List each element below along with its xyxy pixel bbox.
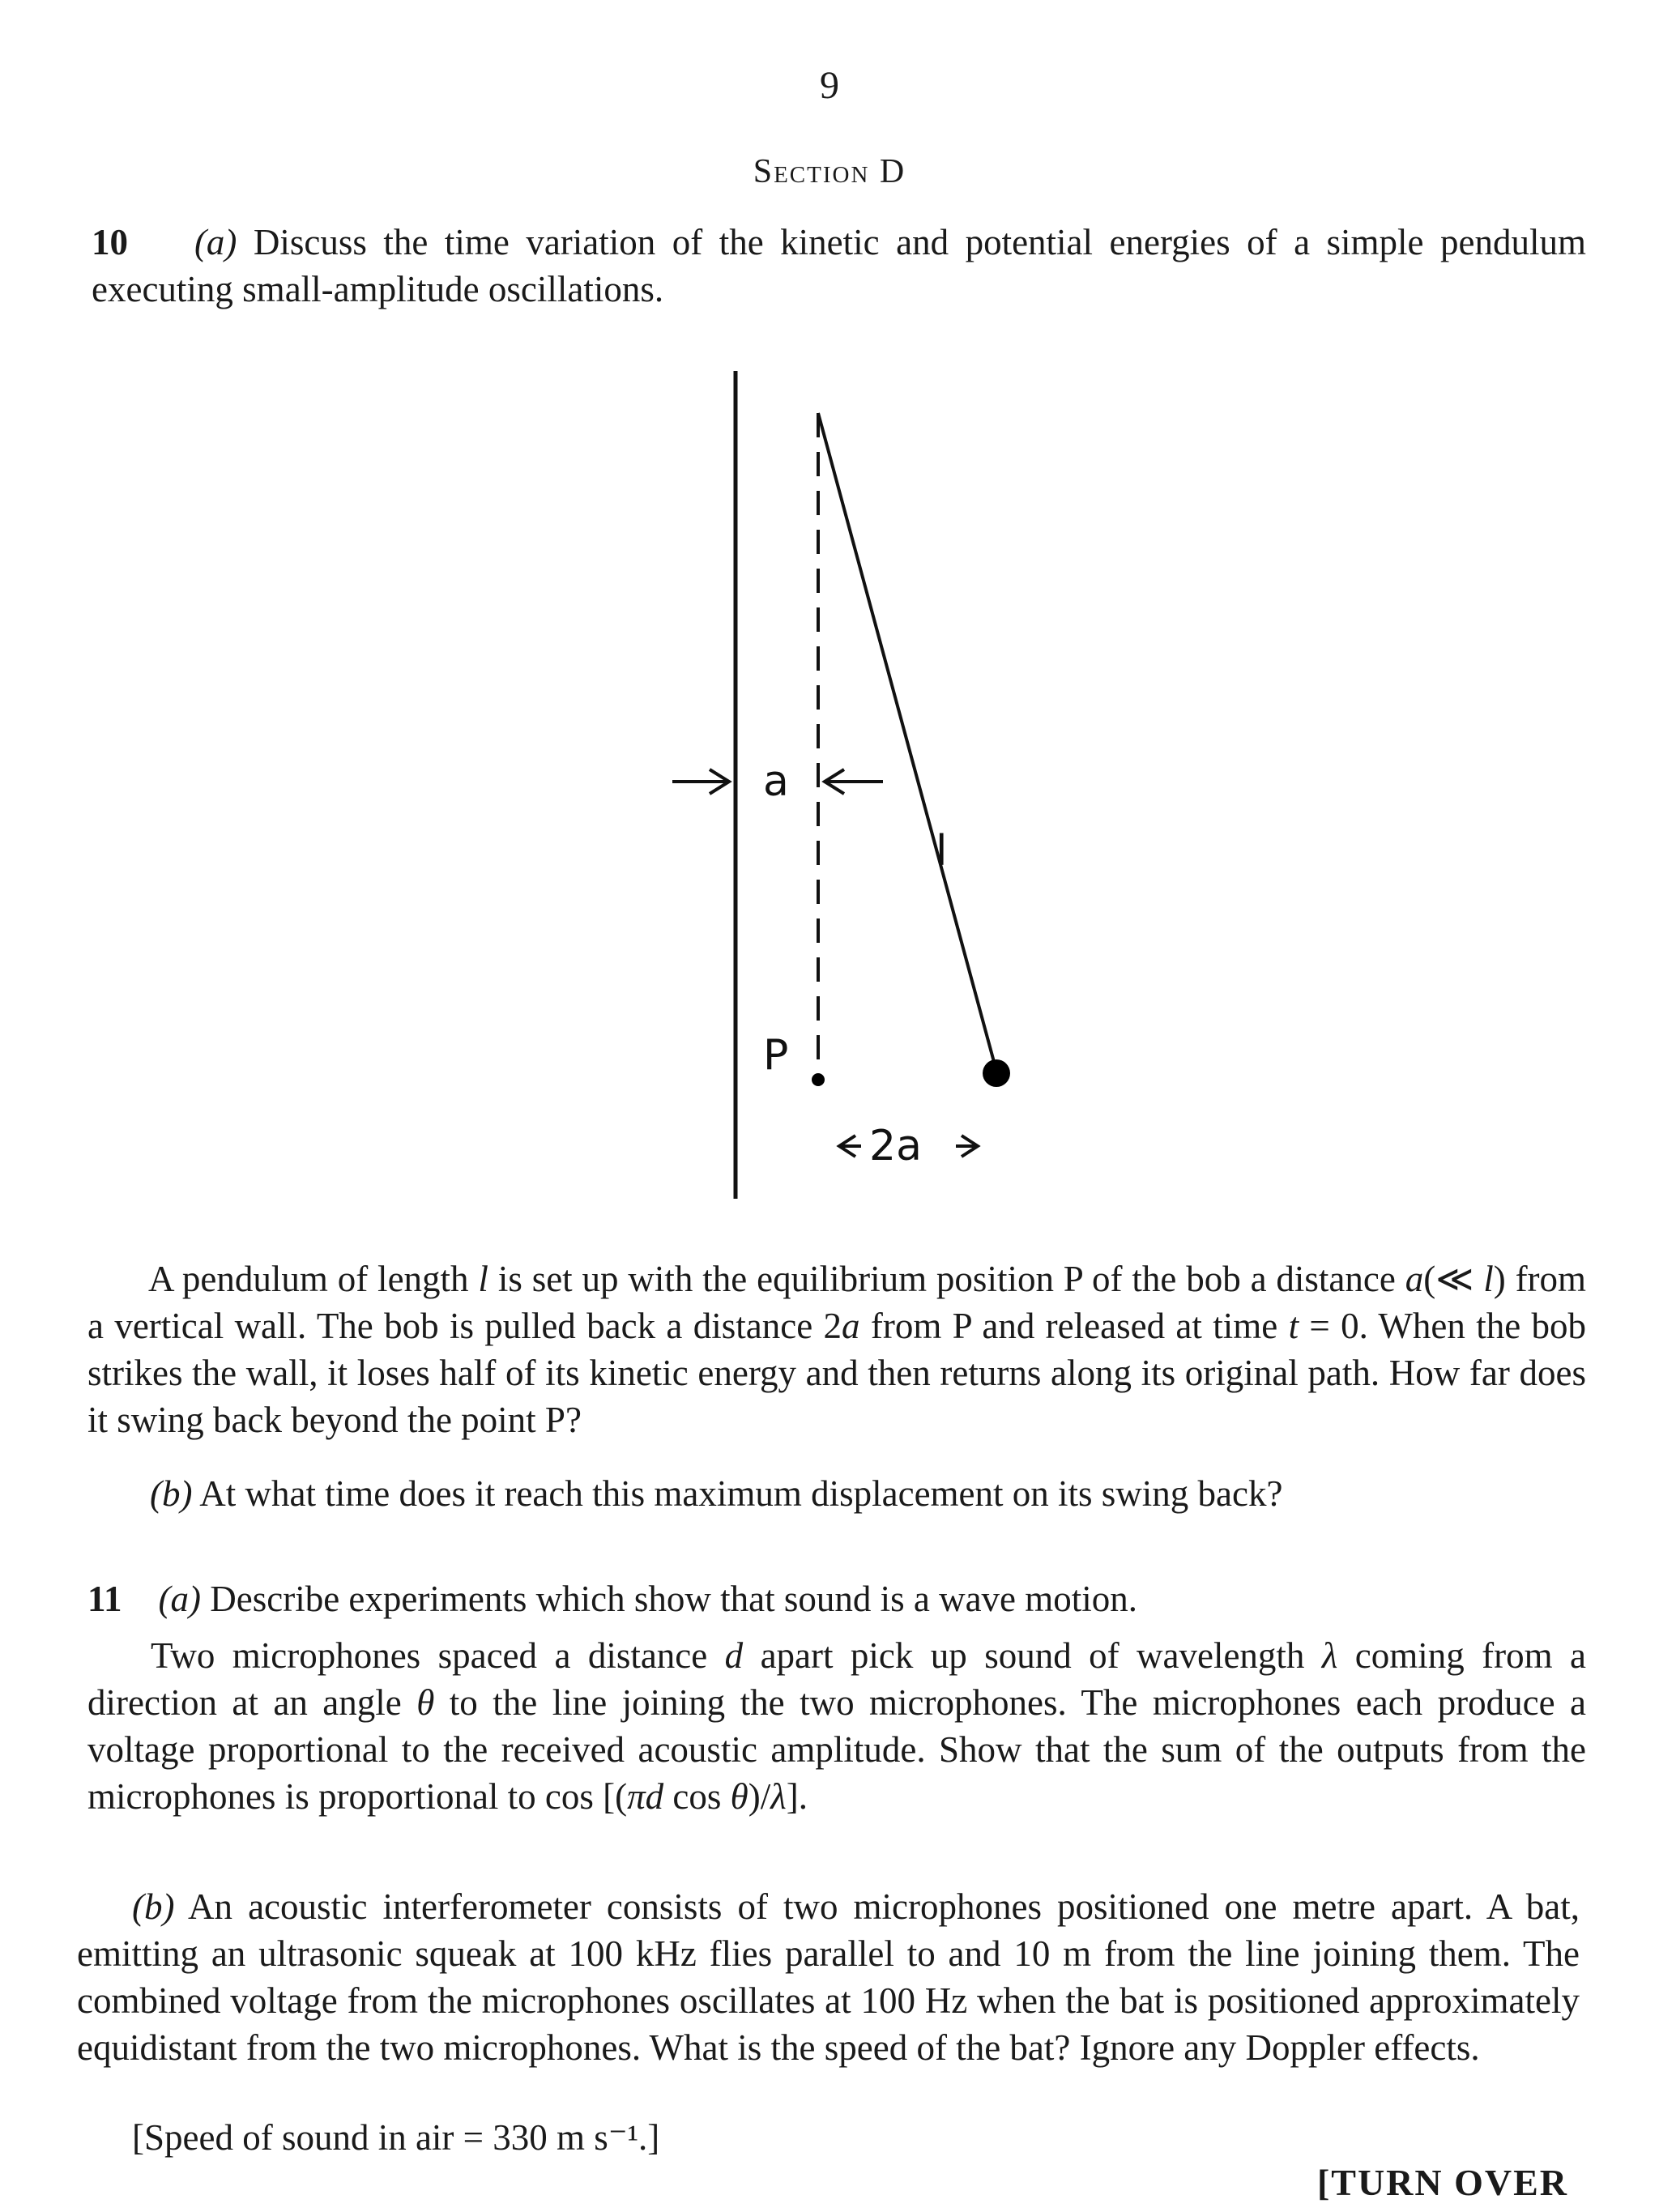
q11-part-b-label: (b) [132,1886,175,1927]
q11-part-b [77,1883,1580,2071]
q11-part-a-text: Describe experiments which show that sound is a wave motion. [210,1579,1138,1619]
q11-part-b-text: An acoustic interferometer consists of two microphones positioned one metre apart. A bat, emitting an ultrasonic squeak at 100 kHz flies parallel to and 10 m from the line joining them. The combined voltage from the microphones oscillates at 100 Hz when the bat is positioned approximately equidistant from the two microphones. What is the speed of the bat? Ignore any Doppler effects. [77,1886,1580,2068]
q10-part-b-text: At what time does it reach this maximum displacement on its swing back? [199,1473,1283,1514]
q11-para-text: Two microphones spaced a distance [151,1635,708,1676]
arrow-left-icon [825,769,883,794]
q11-para-text: to the line joining the two microphones. The microphones each produce a voltage proportional to the received acoustic amplitude. Show that the sum of the outputs from the microphones is proportional to cos [( [87,1682,1587,1817]
var-t: t [1288,1306,1299,1346]
q11-para-text: apart pick up sound of wavelength [760,1635,1305,1676]
q11-number: 11 [87,1579,122,1619]
q11-para-text: )/ [748,1776,771,1817]
q10-part-a-text: Discuss the time variation of the kinetic and potential energies of a simple pendulum executing small-amplitude oscillations. [92,222,1586,309]
equilibrium-point [812,1073,825,1086]
q10-problem-text: (≪ [1423,1259,1474,1299]
q10-part-b [150,1470,1592,1517]
var-d: d [724,1635,744,1676]
turn-over: [TURN OVER [1316,2162,1568,2203]
q11-para-text: coming from a direction at an angle [87,1635,1586,1723]
q10-number: 10 [92,222,128,262]
pendulum-bob [983,1059,1010,1087]
var-l: l [1483,1259,1494,1299]
q10-problem-text: = 0. When the bob strikes the wall, it loses half of its kinetic energy and then returns along its original path. How far does it swing back beyond the point P? [87,1306,1587,1440]
label-p: P [763,1031,789,1080]
q10-problem-text: from P and released at time [870,1306,1278,1346]
var-theta: θ [416,1682,435,1723]
arrow-right-icon [672,769,729,794]
var-l: l [478,1259,488,1299]
var-theta: θ [730,1776,748,1817]
q10-problem-text: is set up with the equilibrium position P of the bob a distance [497,1259,1396,1299]
label-l: l [936,827,948,876]
var-lambda: λ [770,1776,787,1817]
q10-problem-text: A pendulum of length [148,1259,469,1299]
q10-part-a [92,219,1586,313]
q11-para-text: cos [672,1776,722,1817]
q10-problem-text: ) from a vertical wall. The bob is pulled back a distance 2 [87,1259,1587,1346]
page-number: 9 [820,64,839,107]
q10-part-b-label: (b) [150,1473,193,1514]
label-a: a [763,757,789,806]
q11-para-text: ]. [786,1776,808,1817]
var-lambda: λ [1321,1635,1338,1676]
q11-part-a-label: (a) [158,1579,202,1619]
section-title: Section D [753,153,906,190]
var-a: a [1405,1259,1424,1299]
q10-part-a-label: (a) [194,222,237,262]
var-a: a [842,1306,860,1346]
speed-of-sound-note: [Speed of sound in air = 330 m s⁻¹.] [132,2117,660,2158]
pendulum-string [818,413,996,1071]
q11-paragraph [87,1632,1586,1820]
q10-problem [87,1255,1586,1443]
pendulum-diagram [632,356,1053,1231]
expr-pi-d: πd [627,1776,664,1817]
label-2a: 2a [869,1122,922,1170]
q11-part-a [87,1575,1586,1622]
